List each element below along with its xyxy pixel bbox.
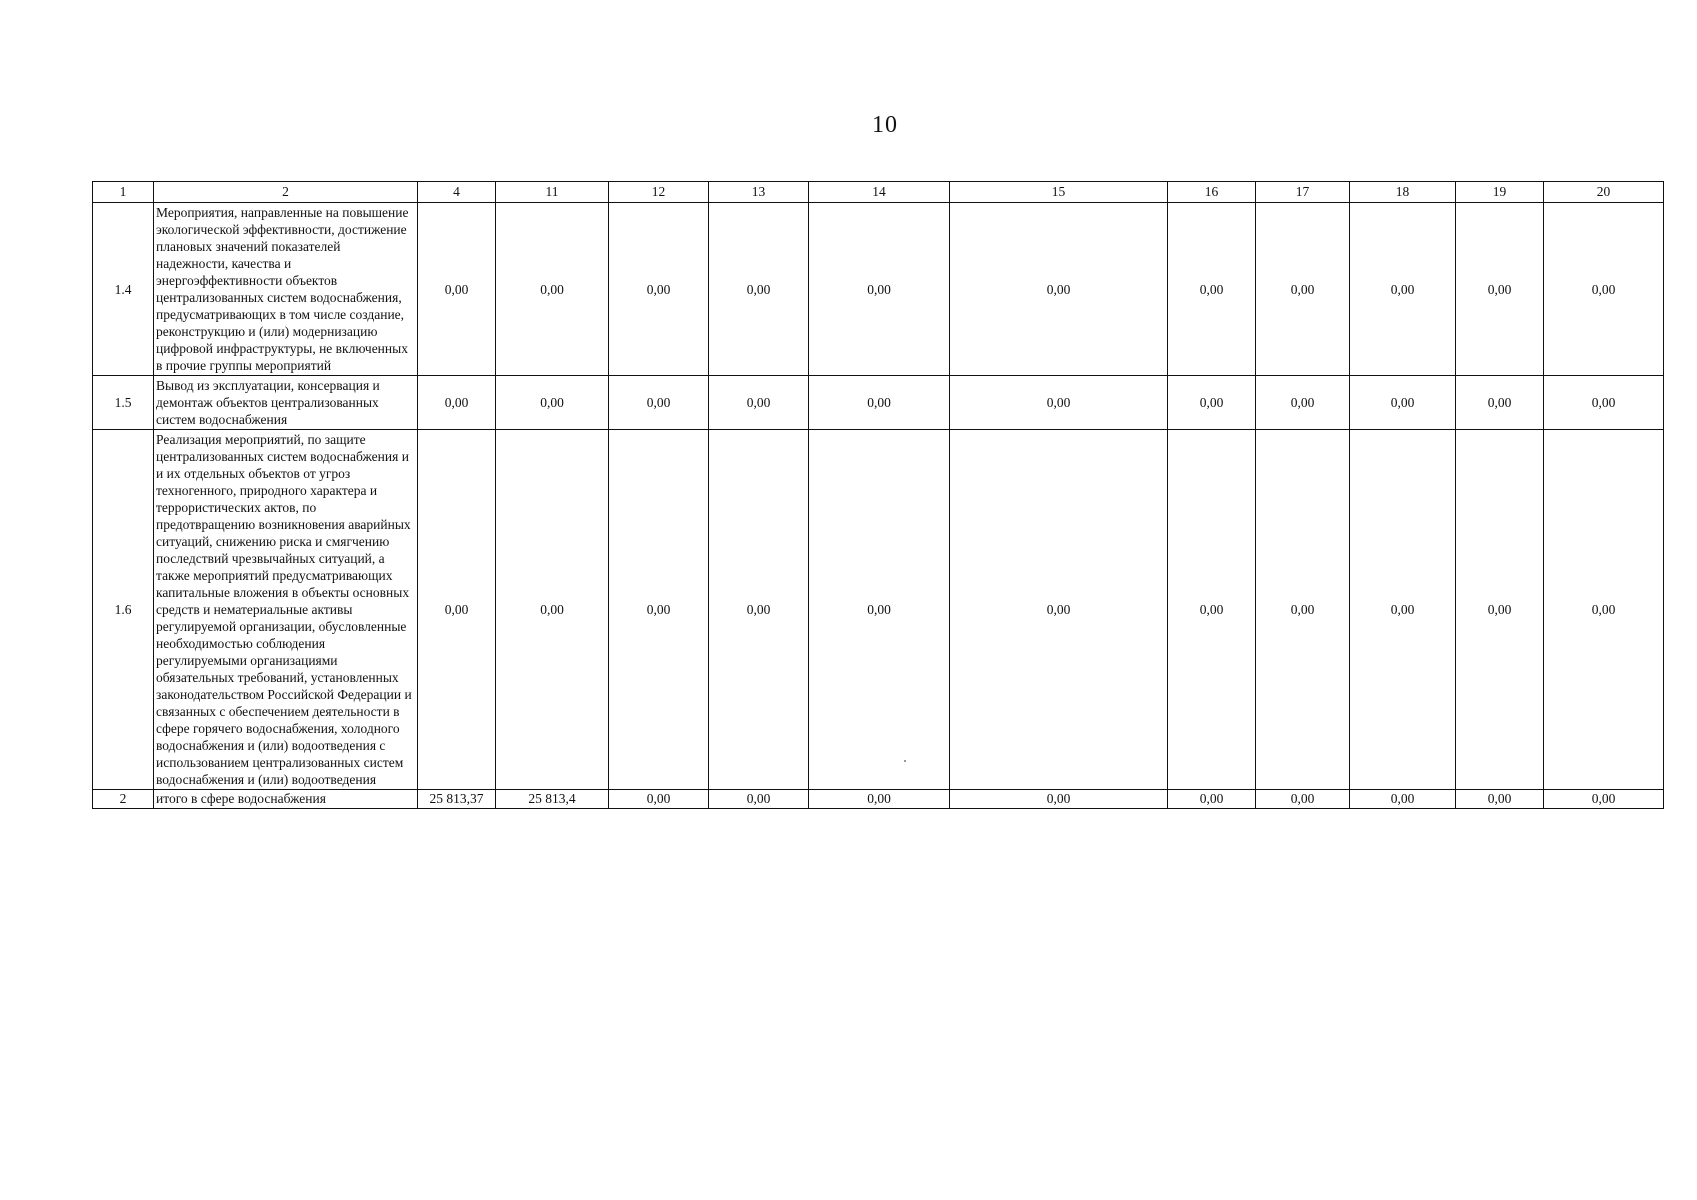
value-cell: 0,00 bbox=[709, 203, 809, 376]
header-cell: 19 bbox=[1456, 182, 1544, 203]
page-number: 10 bbox=[872, 112, 898, 138]
header-cell: 1 bbox=[93, 182, 154, 203]
value-cell: 25 813,4 bbox=[496, 790, 609, 809]
value-cell: 0,00 bbox=[1544, 430, 1664, 790]
row-description-cell: итого в сфере водоснабжения bbox=[154, 790, 418, 809]
value-cell: 0,00 bbox=[950, 203, 1168, 376]
value-cell: 0,00 bbox=[1544, 203, 1664, 376]
value-cell: 0,00 bbox=[1456, 430, 1544, 790]
value-cell: 0,00 bbox=[1350, 790, 1456, 809]
row-description-cell: Вывод из эксплуатации, консервация и демонтаж объектов централизованных систем водоснабжения bbox=[154, 376, 418, 430]
value-cell: 0,00 bbox=[809, 203, 950, 376]
table-row bbox=[93, 203, 1664, 376]
value-cell: 0,00 bbox=[609, 790, 709, 809]
header-cell: 17 bbox=[1256, 182, 1350, 203]
value-cell: 0,00 bbox=[1350, 430, 1456, 790]
header-cell: 15 bbox=[950, 182, 1168, 203]
value-cell: 0,00 bbox=[709, 376, 809, 430]
value-cell: 0,00 bbox=[1456, 376, 1544, 430]
value-cell: 0,00 bbox=[950, 430, 1168, 790]
value-cell: 0,00 bbox=[1544, 790, 1664, 809]
value-cell: 0,00 bbox=[709, 790, 809, 809]
header-cell: 4 bbox=[418, 182, 496, 203]
header-cell: 16 bbox=[1168, 182, 1256, 203]
row-description-cell: Мероприятия, направленные на повышение экологической эффективности, достижение плановых значений показателей надежности, качества и энергоэффективности объектов централизованных систем водоснабжения, предусматривающих в том числе создание, реконструкцию и (или) модернизацию цифровой инфраструктуры, не включенных в прочие группы мероприятий bbox=[154, 203, 418, 376]
table-row bbox=[93, 430, 1664, 790]
value-cell: 0,00 bbox=[1168, 790, 1256, 809]
value-cell: 0,00 bbox=[809, 430, 950, 790]
value-cell: 0,00 bbox=[1168, 203, 1256, 376]
header-cell: 13 bbox=[709, 182, 809, 203]
header-cell: 12 bbox=[609, 182, 709, 203]
row-number-cell: 2 bbox=[93, 790, 154, 809]
value-cell: 0,00 bbox=[709, 430, 809, 790]
value-cell: 0,00 bbox=[950, 790, 1168, 809]
value-cell: 0,00 bbox=[609, 430, 709, 790]
data-table bbox=[92, 181, 1664, 809]
header-cell: 14 bbox=[809, 182, 950, 203]
value-cell: 0,00 bbox=[1256, 790, 1350, 809]
table-row bbox=[93, 376, 1664, 430]
row-number-cell: 1.6 bbox=[93, 430, 154, 790]
header-cell: 2 bbox=[154, 182, 418, 203]
value-cell: 0,00 bbox=[1350, 203, 1456, 376]
value-cell: 0,00 bbox=[418, 203, 496, 376]
scan-speck bbox=[904, 760, 906, 762]
header-cell: 11 bbox=[496, 182, 609, 203]
value-cell: 0,00 bbox=[1256, 376, 1350, 430]
value-cell: 25 813,37 bbox=[418, 790, 496, 809]
value-cell: 0,00 bbox=[1168, 430, 1256, 790]
header-row bbox=[93, 182, 1664, 203]
value-cell: 0,00 bbox=[1256, 203, 1350, 376]
row-number-cell: 1.5 bbox=[93, 376, 154, 430]
value-cell: 0,00 bbox=[418, 430, 496, 790]
header-cell: 20 bbox=[1544, 182, 1664, 203]
value-cell: 0,00 bbox=[950, 376, 1168, 430]
value-cell: 0,00 bbox=[609, 203, 709, 376]
value-cell: 0,00 bbox=[1544, 376, 1664, 430]
row-number-cell: 1.4 bbox=[93, 203, 154, 376]
total-row bbox=[93, 790, 1664, 809]
value-cell: 0,00 bbox=[1350, 376, 1456, 430]
row-description-cell: Реализация мероприятий, по защите централизованных систем водоснабжения и и их отдельных объектов от угроз техногенного, природного характера и террористических актов, по предотвращению возникновения аварийных ситуаций, снижению риска и смягчению последствий чрезвычайных ситуаций, а также мероприятий предусматривающих капитальные вложения в объекты основных средств и нематериальные активы регулируемой организации, обусловленные необходимостью соблюдения регулируемыми организациями обязательных требований, установленных законодательством Российской Федерации и связанных с обеспечением деятельности в сфере горячего водоснабжения, холодного водоснабжения и (или) водоотведения с использованием централизованных систем водоснабжения и (или) водоотведения bbox=[154, 430, 418, 790]
value-cell: 0,00 bbox=[1256, 430, 1350, 790]
value-cell: 0,00 bbox=[1168, 376, 1256, 430]
value-cell: 0,00 bbox=[809, 376, 950, 430]
value-cell: 0,00 bbox=[496, 430, 609, 790]
value-cell: 0,00 bbox=[418, 376, 496, 430]
value-cell: 0,00 bbox=[496, 376, 609, 430]
value-cell: 0,00 bbox=[809, 790, 950, 809]
value-cell: 0,00 bbox=[1456, 203, 1544, 376]
value-cell: 0,00 bbox=[496, 203, 609, 376]
value-cell: 0,00 bbox=[609, 376, 709, 430]
header-cell: 18 bbox=[1350, 182, 1456, 203]
value-cell: 0,00 bbox=[1456, 790, 1544, 809]
